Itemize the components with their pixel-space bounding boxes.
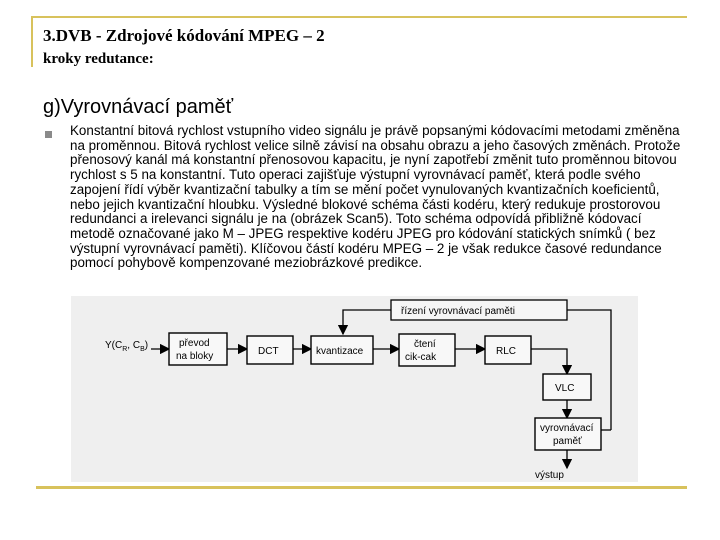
control-label: řízení vyrovnávací paměti <box>401 306 515 317</box>
block-cteni-line2: cik-cak <box>405 352 437 363</box>
block-kvantizace-label: kvantizace <box>316 346 364 357</box>
block-prevod-line2: na bloky <box>176 351 214 362</box>
top-accent-line <box>31 16 687 18</box>
output-label: výstup <box>535 470 564 481</box>
block-buffer-line2: paměť <box>553 436 582 447</box>
bottom-accent-line <box>36 486 687 489</box>
feedback-line-left <box>343 310 391 334</box>
block-dct-label: DCT <box>258 346 279 357</box>
slide-title: 3.DVB - Zdrojové kódování MPEG – 2 <box>43 26 325 45</box>
block-vlc-label: VLC <box>555 383 575 394</box>
block-cteni-line1: čtení <box>414 339 436 350</box>
block-buffer-line1: vyrovnávací <box>540 423 594 434</box>
left-accent-line <box>31 16 33 67</box>
arrow-rlc-vlc <box>531 349 567 374</box>
feedback-line-right <box>567 310 611 430</box>
bullet-square-icon <box>45 131 52 138</box>
body-paragraph: Konstantní bitová rychlost vstupního video signálu je právě popsanými kódovacími metodami změněna na proměnnou. Bitová rychlost velice silně závisí na obsahu obrazu a jeho časových změnách. Protože přenosový kanál má konstantní přenosovou kapacitu, je nyní zapotřebí změnit tuto proměnnou bitovou rychlost s 5 na konstantní. Tuto operaci zajišťuje výstupní vyrovnávací paměť, která podle svého zapojení řídí výběr kvantizační tabulky a tím se mění počet vynulovaných kvantizačních koeficientů, nebo jejich kvantizační hloubku. Výsledné blokové schéma části kodéru, který redukuje prostorovou redundanci a irelevanci signálu je na (obrázek Scan5). Toto schéma odpovídá přibližně kódovací metodě označované jako M – JPEG respektive kodéru JPEG pro kódování statických snímků ( bez výstupní vyrovnávací paměti). Klíčovou částí kodéru MPEG – 2 je však redukce časové redundance pomocí pohybově kompenzované meziobrázkové predikce. <box>70 124 681 271</box>
diagram-svg <box>71 296 638 482</box>
slide-subtitle: kroky redutance: <box>43 51 154 67</box>
encoder-block-diagram <box>71 296 638 482</box>
section-heading: g)Vyrovnávací paměť <box>43 96 234 118</box>
input-label: $Y(C_R$, $C_B$) <box>105 340 149 353</box>
block-rlc-label: RLC <box>496 346 517 357</box>
block-prevod-line1: převod <box>179 338 210 349</box>
